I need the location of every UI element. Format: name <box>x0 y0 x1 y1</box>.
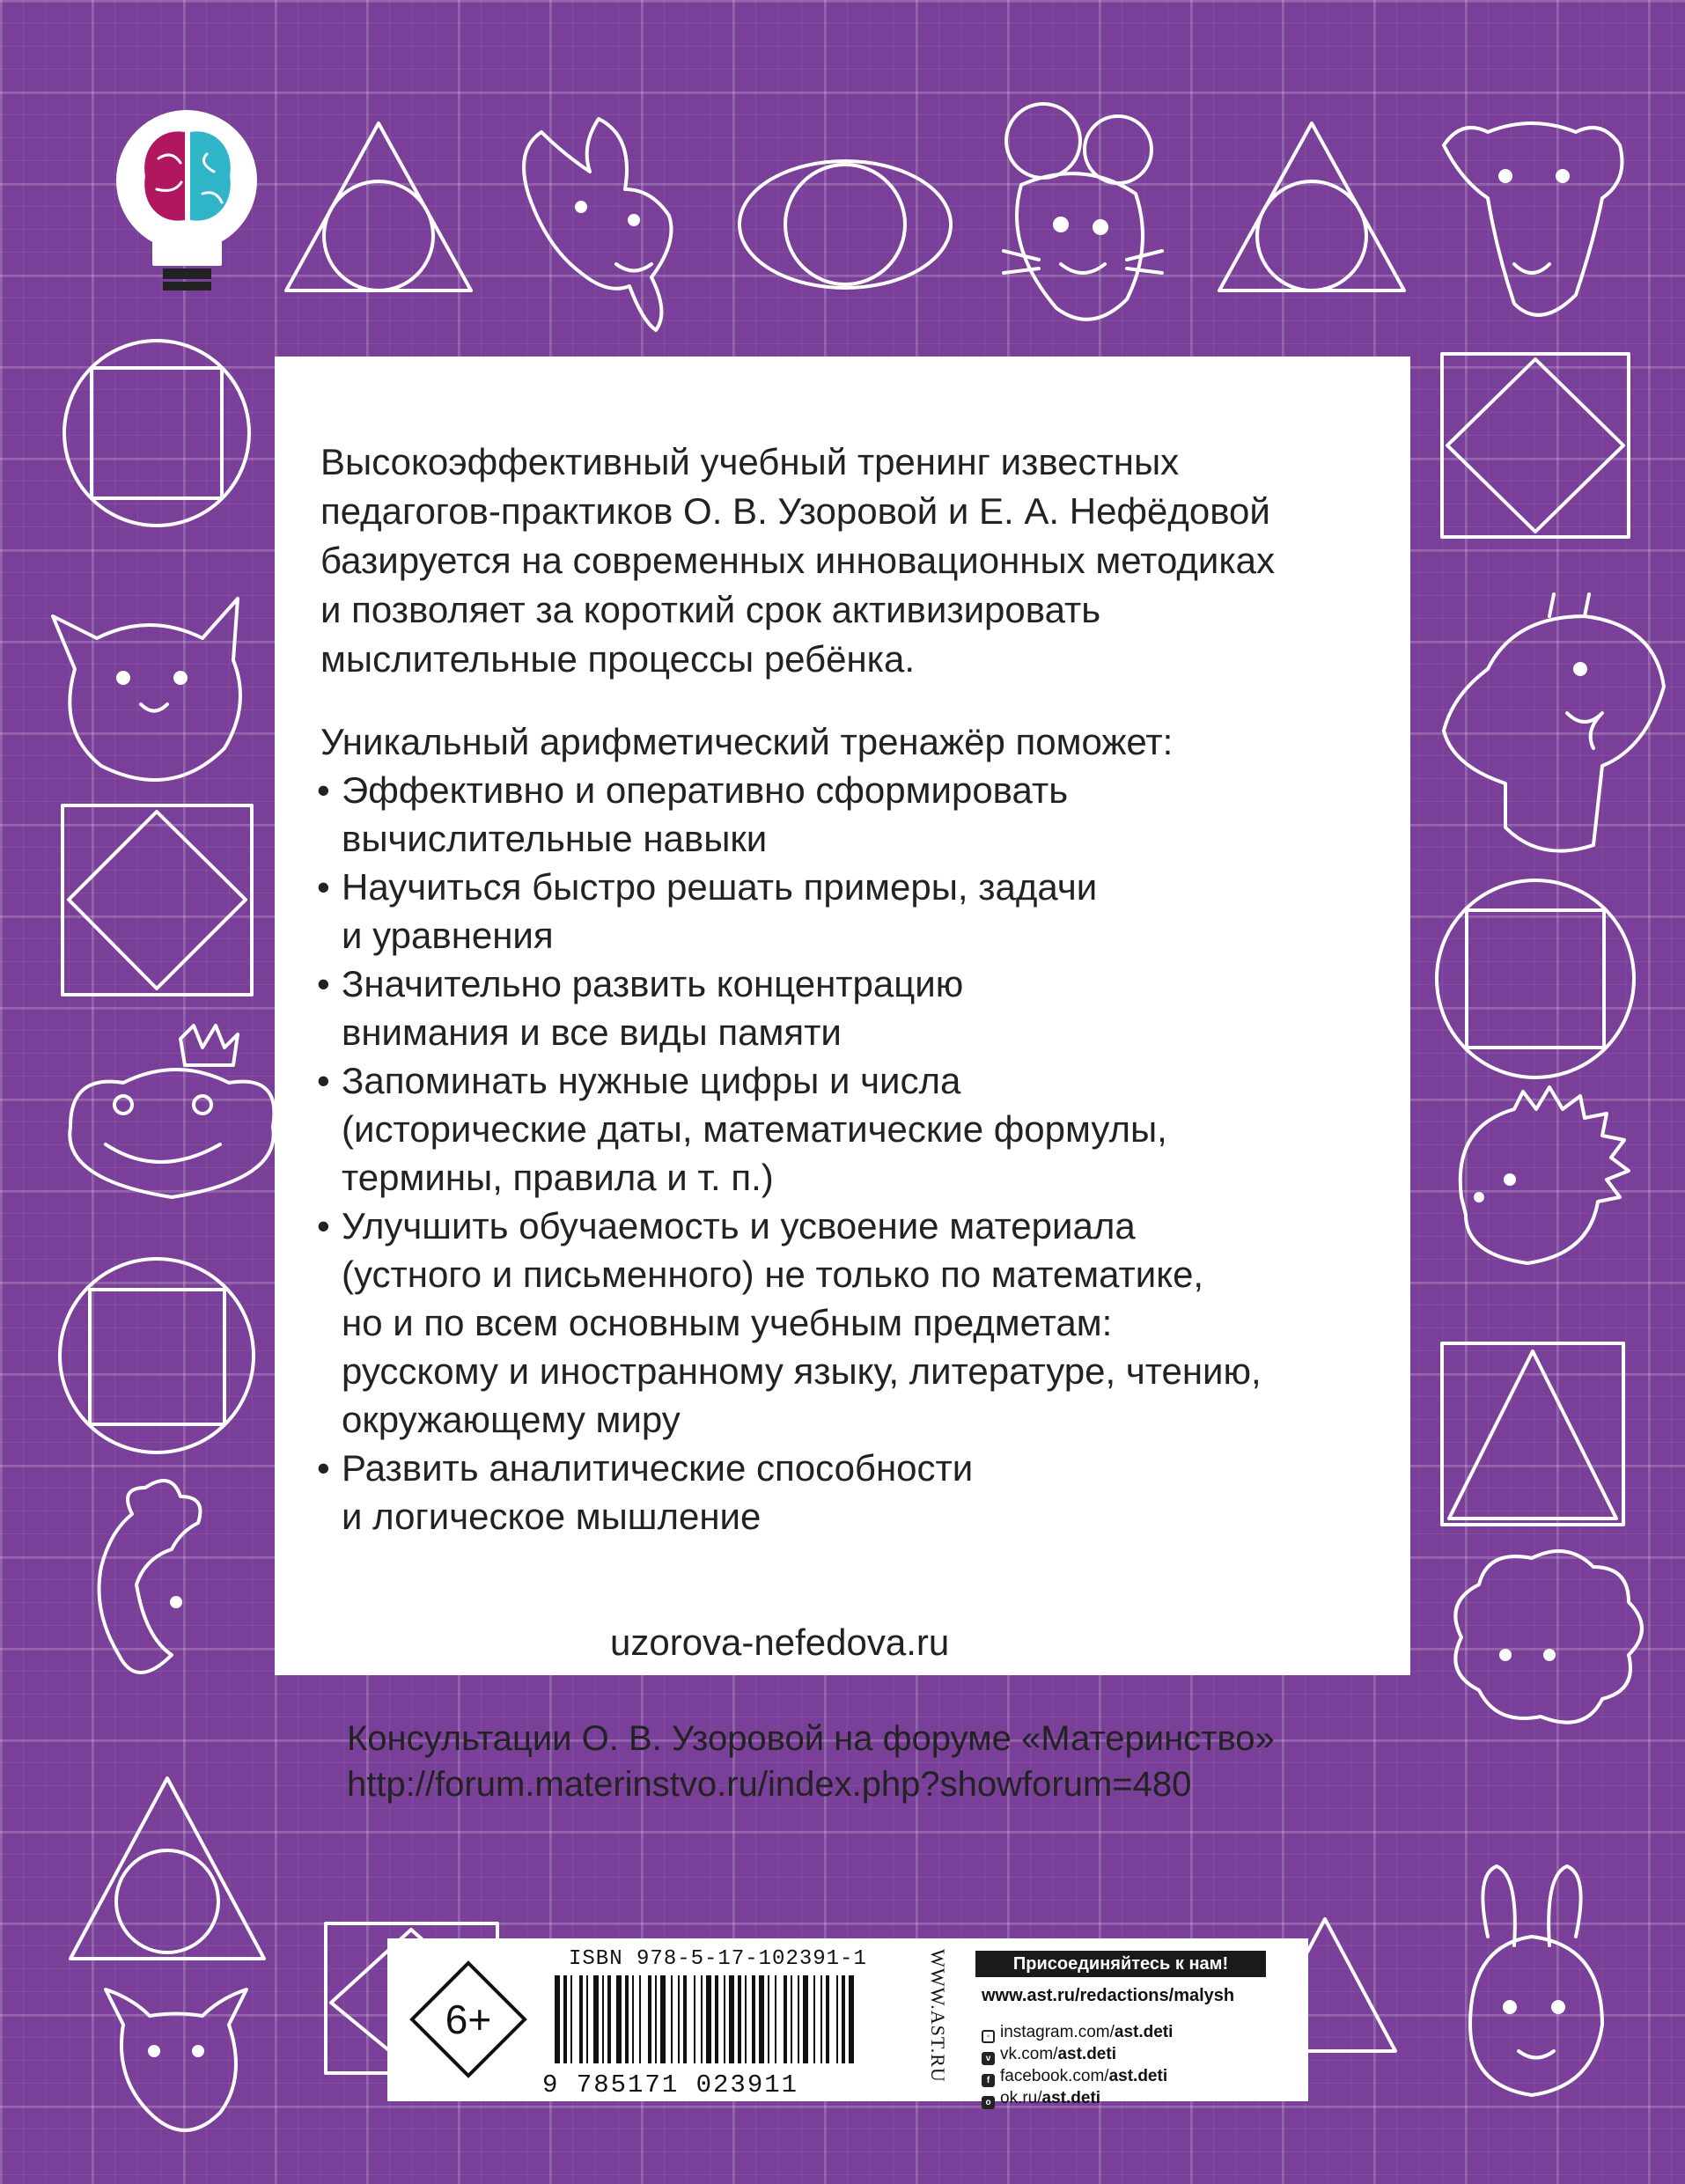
publisher-site-link[interactable]: www.ast.ru/redactions/malysh <box>982 1986 1235 2005</box>
barcode-bar <box>803 1975 808 2063</box>
benefit-item: • Научиться быстро решать примеры, задачи и уравнения <box>317 863 1391 960</box>
barcode-number: 9 785171 023911 <box>542 2070 799 2099</box>
barcode-bar <box>570 1975 572 2063</box>
barcode-bar <box>759 1975 764 2063</box>
cat-icon <box>53 599 240 780</box>
barcode-bar <box>678 1975 680 2063</box>
publisher-info-box <box>387 1938 1308 2107</box>
circle-square-icon <box>64 341 249 526</box>
age-rating-text: 6+ <box>445 1996 492 2042</box>
join-us-banner: Присоединяйтесь к нам! <box>975 1951 1266 1977</box>
barcode-bar <box>607 1975 611 2063</box>
website-link[interactable]: uzorova-nefedova.ru <box>610 1621 950 1663</box>
rabbit-icon <box>1470 1866 1602 2095</box>
barcode-bar <box>639 1975 641 2063</box>
social-links <box>982 2021 1173 2109</box>
barcode-bar <box>563 1975 567 2063</box>
barcode-bar <box>842 1975 845 2063</box>
barcode-bar <box>724 1975 725 2063</box>
barcode-bar <box>715 1975 718 2063</box>
barcode-bar <box>738 1975 741 2063</box>
barcode-bar <box>706 1975 711 2063</box>
benefits-list <box>317 766 1391 1541</box>
barcode-bar <box>768 1975 769 2063</box>
barcode-bar <box>671 1975 673 2063</box>
barcode-bar <box>813 1975 815 2063</box>
instagram-icon: ◦ <box>982 2030 995 2043</box>
barcode-bar <box>632 1975 634 2063</box>
rooster-icon <box>99 1481 201 1673</box>
barcode-bar <box>791 1975 792 2063</box>
barcode-bar <box>836 1975 838 2063</box>
intro-line: и позволяет за короткий срок активизировать <box>320 589 1101 630</box>
barcode-bar <box>826 1975 829 2063</box>
barcode-bar <box>655 1975 657 2063</box>
benefit-item: • Значительно развить концентрацию внимания и все виды памяти <box>317 960 1391 1056</box>
barcode-image <box>551 1975 921 2069</box>
benefit-item: • Развить аналитические способности и логическое мышление <box>317 1444 1391 1541</box>
intro-line: Высокоэффективный учебный тренинг известных <box>320 441 1180 482</box>
triangle-circle-icon <box>286 123 471 290</box>
intro-line: базируется на современных инновационных методиках <box>320 540 1276 581</box>
forum-caption: Консультации О. В. Узоровой на форуме «Материнство» <box>347 1719 1275 1758</box>
barcode-bar <box>775 1975 776 2063</box>
intro-paragraph <box>320 438 1377 684</box>
barcode-bar <box>729 1975 734 2063</box>
social-link-ok[interactable]: o ok.ru/ast.deti <box>982 2087 1173 2109</box>
barcode-bar <box>784 1975 787 2063</box>
intro-line: педагогов-практиков О. В. Узоровой и Е. А. Нефёдовой <box>320 490 1270 532</box>
square-triangle-icon <box>1442 1343 1623 1525</box>
facebook-icon: f <box>982 2074 995 2087</box>
barcode-bar <box>798 1975 799 2063</box>
oval-circle-icon <box>739 161 951 288</box>
triangle-circle-icon <box>1219 123 1404 290</box>
barcode-bar <box>745 1975 747 2063</box>
publisher-web-vertical: WWW.AST.RU <box>927 1949 949 2083</box>
barcode-bar <box>593 1975 599 2063</box>
isbn-text: ISBN 978-5-17-102391-1 <box>569 1947 867 1971</box>
age-rating-badge <box>407 1958 530 2081</box>
frog-crown-icon <box>70 1026 274 1197</box>
barcode-bar <box>849 1975 854 2063</box>
social-link-instagram[interactable]: ◦ instagram.com/ast.deti <box>982 2021 1173 2043</box>
barcode-bar <box>579 1975 583 2063</box>
barcode-bar <box>586 1975 588 2063</box>
intro-line: мыслительные процессы ребёнка. <box>320 638 915 680</box>
lightbulb-brain-icon <box>118 112 255 290</box>
square-diamond-icon <box>63 805 252 995</box>
sheep-icon <box>1455 1551 1642 1723</box>
forum-url[interactable]: http://forum.materinstvo.ru/index.php?showforum=480 <box>347 1765 1192 1804</box>
mouse-icon <box>1004 104 1162 320</box>
barcode-bar <box>555 1975 560 2063</box>
dog-icon <box>524 119 672 330</box>
social-link-facebook[interactable]: f facebook.com/ast.deti <box>982 2065 1173 2087</box>
square-diamond-icon <box>1442 354 1629 537</box>
barcode-bar <box>752 1975 755 2063</box>
benefits-lead: Уникальный арифметический тренажёр поможет: <box>320 721 1174 762</box>
barcode-bar <box>660 1975 666 2063</box>
barcode-bar <box>694 1975 695 2063</box>
goat-icon <box>106 1989 246 2130</box>
vk-icon: v <box>982 2052 995 2065</box>
barcode-bar <box>616 1975 622 2063</box>
barcode-bar <box>648 1975 651 2063</box>
barcode-bar <box>701 1975 703 2063</box>
ok-icon: o <box>982 2096 995 2109</box>
social-link-vk[interactable]: v vk.com/ast.deti <box>982 2043 1173 2065</box>
hedgehog-icon <box>1461 1087 1629 1263</box>
benefit-item: • Запоминать нужные цифры и числа (исторические даты, математические формулы, термины, правила и т. п.) <box>317 1056 1391 1202</box>
barcode-bar <box>683 1975 687 2063</box>
circle-square-icon <box>1437 880 1634 1077</box>
camel-icon <box>1444 123 1622 315</box>
triangle-circle-icon <box>70 1778 264 1959</box>
barcode-bar <box>820 1975 822 2063</box>
benefit-item: • Улучшить обучаемость и усвоение материала (устного и письменного) не только по математике, но и по всем основным учебным предметам: русскому и иностранному языку, литературе, чтению, окружающему миру <box>317 1202 1391 1444</box>
giraffe-icon <box>1444 594 1664 851</box>
description-panel <box>275 357 1410 1804</box>
circle-square-icon <box>60 1259 254 1452</box>
benefit-item: • Эффективно и оперативно сформировать вычислительные навыки <box>317 766 1391 863</box>
barcode-bar <box>625 1975 629 2063</box>
barcode-bar <box>602 1975 604 2063</box>
